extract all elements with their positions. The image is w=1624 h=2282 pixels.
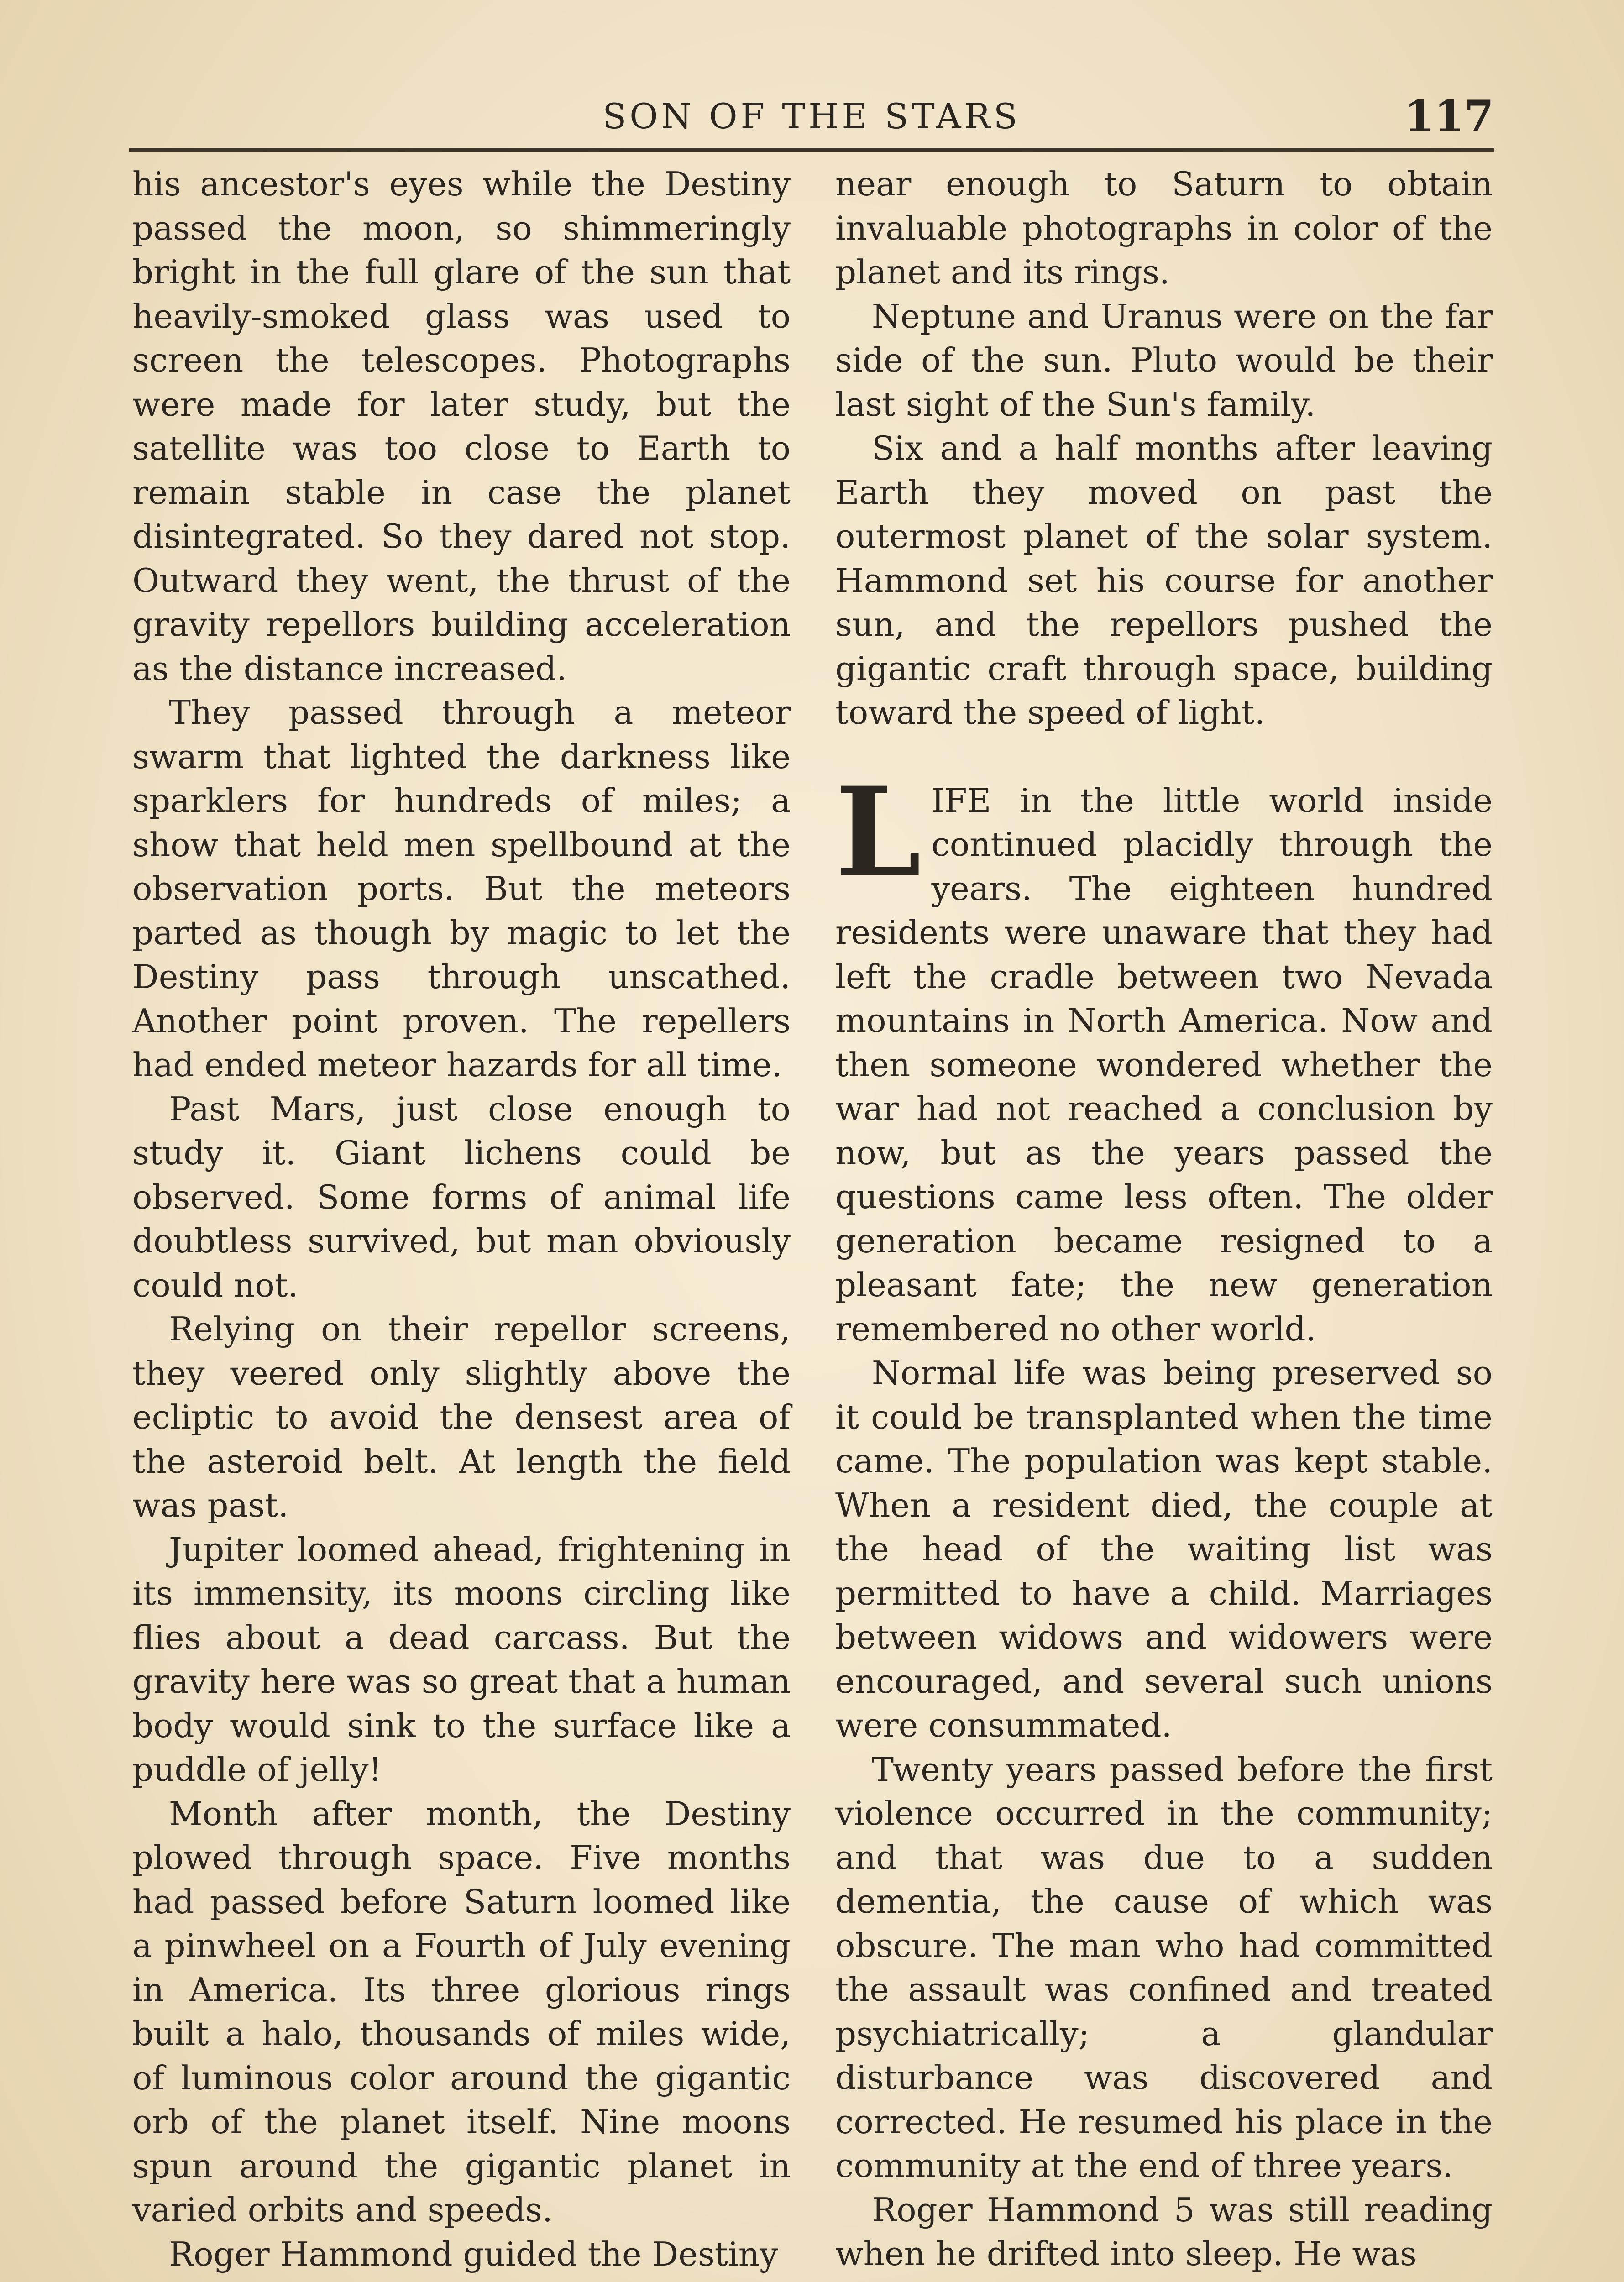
paragraph: Roger Hammond 5 was still reading when he drifted into sleep. He was [835,2190,1493,2273]
paragraph: Twenty years passed before the first violence occurred in the community; and that was due to a sudden dementia, the cause of which was obscure. The man who had committed the assault was confined and treated psychiatrically; a glandular disturbance was discovered and corrected. He resumed his place in the community at the end of three years. [835,1750,1493,2185]
paragraph: near enough to Saturn to obtain invaluable photographs in color of the planet and its rings. [835,165,1493,291]
paragraph: They passed through a meteor swarm that lighted the darkness like sparklers for hundreds of miles; a show that held men spellbound at the observation ports. But the meteors parted as though by magic to let the Destiny pass through unscathed. Another point proven. The repellers had ended meteor hazards for all time. [132,693,791,1084]
section-opening-paragraph [835,760,1493,1351]
paragraph: Month after month, the Destiny plowed through space. Five months had passed before Saturn loomed like a pinwheel on a Fourth of July evening in America. Its three glorious rings built a halo, thousands of miles wide, of luminous color around the gigantic orb of the planet itself. Nine moons spun around the gigantic planet in varied orbits and speeds. [132,1794,791,2229]
paragraph-text: IFE in the little world inside continued placidly through the years. The eighteen hundred residents were unaware that they had left the cradle between two Nevada mountains in North America. Now and then someone wondered whether the war had not reached a conclusion by now, but as the years passed the questions came less often. The older generation became resigned to a pleasant fate; the new generation remembered no other world. [835,781,1493,1348]
paragraph: Neptune and Uranus were on the far side of the sun. Pluto would be their last sight of the Sun's family. [835,297,1493,424]
left-column [132,162,791,2276]
paragraph: Roger Hammond guided the Destiny [169,2235,778,2273]
drop-cap: L [835,760,922,904]
page-number: 117 [1404,91,1494,141]
paragraph: Relying on their repellor screens, they veered only slightly above the ecliptic to avoid the densest area of the asteroid belt. At length the field was past. [132,1310,791,1524]
section-break [835,735,1493,779]
running-header [129,91,1494,146]
paragraph: Normal life was being preserved so it could be transplanted when the time came. The population was kept stable. When a resident died, the couple at the head of the waiting list was permitted to have a child. Marriages between widows and widowers were encouraged, and several such unions were consummated. [835,1354,1493,1744]
right-column [835,162,1493,2276]
paragraph: his ancestor's eyes while the Destiny passed the moon, so shimmeringly bright in the full glare of the sun that heavily-smoked glass was used to screen the telescopes. Photographs were made for later study, but the satellite was too close to Earth to remain stable in case the planet disintegrated. So they dared not stop. Outward they went, the thrust of the gravity repellors building acceleration as the distance increased. [132,165,791,688]
paragraph: Past Mars, just close enough to study it. Giant lichens could be observed. Some forms of animal life doubtless survived, but man obviously could not. [132,1089,791,1304]
paragraph: Jupiter loomed ahead, frightening in its immensity, its moons circling like flies about a dead carcass. But the gravity here was so great that a human body would sink to the surface like a puddle of jelly! [132,1530,791,1789]
running-title: SON OF THE STARS [602,96,1021,136]
header-rule [129,148,1494,152]
paragraph: Six and a half months after leaving Earth they moved on past the outermost planet of the solar system. Hammond set his course for another sun, and the repellors pushed the gigantic craft through space, building toward the speed of light. [835,429,1493,732]
